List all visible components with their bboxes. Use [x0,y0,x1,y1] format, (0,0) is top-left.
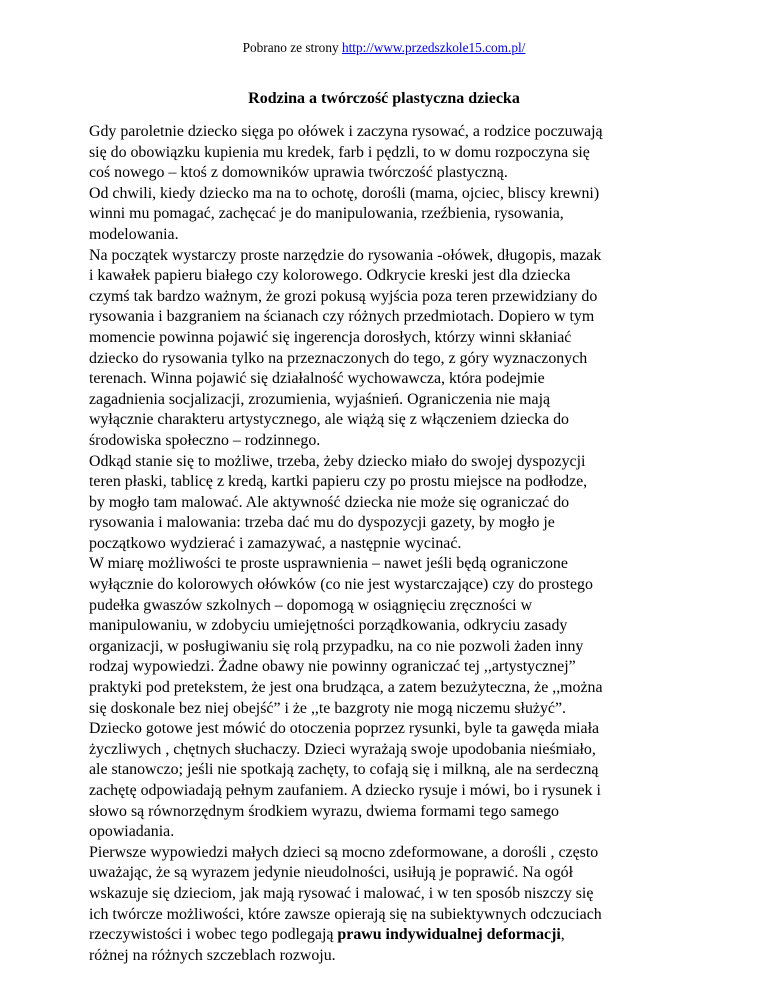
text-line: coś nowego – ktoś z domowników uprawia twórczość plastyczną. [89,164,508,182]
text-line: ich twórcze możliwości, które zawsze opierają się na subiektywnych odczuciach [89,905,602,923]
text-line: wyłącznie charakteru artystycznego, ale wiążą się z włączeniem dziecka do [89,411,569,429]
text-line: słowo są równorzędnym środkiem wyrazu, dwiema formami tego samego [89,802,559,820]
source-link[interactable]: http://www.przedszkole15.com.pl/ [341,40,526,55]
text-line: manipulowaniu, w zdobyciu umiejętności porządkowania, odkryciu zasady [89,617,568,635]
text-line: modelowania. [89,225,179,243]
text-line-final: różnej na różnych szczeblach rozwoju. [89,946,336,964]
text-line: ale stanowczo; jeśli nie spotkają zachęty, to cofają się i milkną, ale na serdeczną [89,761,599,779]
text-line: i kawałek papieru białego czy kolorowego. Odkrycie kreski jest dla dziecka [89,267,571,285]
bold-term: prawu indywidualnej deformacji [337,926,561,944]
text-line: się do obowiązku kupienia mu kredek, farb i pędzli, to w domu rozpoczyna się [89,143,590,161]
text-line: czymś tak bardzo ważnym, że grozi pokusą wyjścia poza teren przewidziany do [89,287,598,305]
text-line: rysowania i malowania: trzeba dać mu do dyspozycji gazety, by mogło je [89,514,555,532]
text-line: opowiadania. [89,823,175,841]
text-line: terenach. Winna pojawić się działalność wychowawcza, która podejmie [89,370,545,388]
text-line: zachętę odpowiadają pełnym zaufaniem. A dziecko rysuje i mówi, bo i rysunek i [89,782,601,799]
text-segment: rzeczywistości i wobec tego podlegają [89,926,338,944]
text-line: zagadnienia socjalizacji, zrozumienia, wyjaśnień. Ograniczenia nie mają [89,390,551,408]
text-line: winni mu pomagać, zachęcać je do manipulowania, rzeźbienia, rysowania, [89,205,564,223]
text-line: teren płaski, tablicę z kredą, kartki papieru czy po prostu miejsce na podłodze, [89,473,588,491]
text-line: organizacji, w posługiwaniu się rolą przypadku, na co nie pozwoli żaden inny [89,637,584,655]
text-line: uważając, że są wyrazem jedynie nieudolności, usiłują je poprawić. Na ogół [89,864,574,882]
text-line: W miarę możliwości te proste usprawnienia – nawet jeśli będą ograniczone [89,555,568,573]
text-line: początkowo wydzierać i zamazywać, a następnie wycinać. [89,534,462,552]
text-line: Od chwili, kiedy dziecko ma na to ochotę, dorośli (mama, ojciec, bliscy krewni) [89,184,600,202]
text-line: Na początek wystarczy proste narzędzie do rysowania -ołówek, długopis, mazak [89,246,602,264]
text-segment: , [560,926,565,944]
text-line: by mogło tam malować. Ale aktywność dziecka nie może się ograniczać do [89,493,570,511]
text-line-last-paragraph-emphasis [89,925,689,946]
document-title: Rodzina a twórczość plastyczna dziecka [248,90,520,107]
text-line: życzliwych , chętnych słuchaczy. Dzieci wyrażają swoje upodobania nieśmiało, [89,740,596,758]
text-line: środowiska społeczno – rodzinnego. [89,431,321,449]
text-line: momencie powinna pojawić się ingerencja dorosłych, którzy winni skłaniać [89,328,572,346]
text-line: Gdy paroletnie dziecko sięga po ołówek i zaczyna rysować, a rodzice poczuwają [89,123,603,140]
text-line: rodzaj wypowiedzi. Żadne obawy nie powinny ograniczać tej ,,artystycznej” [89,658,576,676]
text-line: Odkąd stanie się to możliwe, trzeba, żeby dziecko miało do swojej dyspozycji [89,452,586,470]
text-line: się doskonale bez niej obejść” i że ,,te bazgroty nie mogą niczemu służyć”. [89,699,566,717]
text-line: wskazuje się dzieciom, jak mają rysować i malować, i w ten sposób niszczy się [89,884,594,902]
download-source-header [0,40,768,56]
text-line: praktyki pod pretekstem, że jest ona brudząca, a zatem bezużyteczna, że ,,można [89,679,603,697]
text-line: Dziecko gotowe jest mówić do otoczenia poprzez rysunki, byle ta gawęda miała [89,720,600,738]
text-line: wyłącznie do kolorowych ołówków (co nie jest wystarczające) czy do prostego [89,576,593,594]
text-line: rysowania i bazgraniem na ścianach czy różnych przedmiotach. Dopiero w tym [89,308,595,326]
text-line: Pierwsze wypowiedzi małych dzieci są mocno zdeformowane, a dorośli , często [89,843,599,861]
text-line: pudełka gwaszów szkolnych – dopomogą w osiągnięciu zręczności w [89,596,533,614]
source-prefix: Pobrano ze strony [242,40,342,55]
article-body [89,122,689,966]
text-line: dziecko do rysowania tylko na przeznaczonych do tego, z góry wyznaczonych [89,349,588,367]
